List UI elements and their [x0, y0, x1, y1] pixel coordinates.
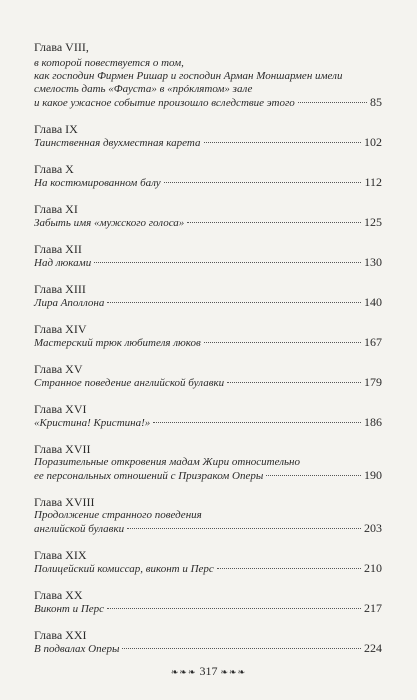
chapter-title: Полицейский комиссар, виконт и Перс: [34, 563, 214, 575]
dot-leader: [127, 528, 361, 529]
chapter-heading: Глава XIX: [34, 548, 87, 562]
chapter-page-number: 179: [364, 375, 382, 389]
ornament-right-icon: ❧❧❧: [220, 667, 247, 677]
chapter-heading: Глава IX: [34, 122, 78, 136]
dot-leader: [204, 142, 362, 143]
chapter-page-number: 167: [364, 335, 382, 349]
chapter-heading: Глава XIV: [34, 322, 87, 336]
chapter-heading: Глава XVI: [34, 402, 87, 416]
chapter-heading: Глава XXI: [34, 628, 87, 642]
chapter-page-number: 203: [364, 521, 382, 535]
toc-chapter: [34, 402, 382, 430]
toc-chapter: [34, 628, 382, 656]
toc-entry: [34, 176, 382, 190]
chapter-page-number: 112: [364, 175, 382, 189]
toc-entry: [34, 522, 382, 536]
toc-entry: [34, 336, 382, 350]
chapter-title: Забыть имя «мужского голоса»: [34, 217, 185, 229]
dot-leader: [298, 102, 367, 103]
dot-leader: [107, 302, 361, 303]
chapter-page-number: 125: [364, 215, 382, 229]
page-number: 317: [199, 664, 218, 678]
chapter-title: Странное поведение английской булавки: [34, 377, 225, 389]
chapter-title-line: в которой повествуется о том,: [34, 57, 184, 69]
chapter-heading: Глава XI: [34, 202, 78, 216]
toc-chapter: [34, 202, 382, 230]
chapter-heading: Глава XV: [34, 362, 83, 376]
chapter-title-line: Продолжение странного поведения: [34, 509, 202, 521]
chapter-title-line: Поразительные откровения мадам Жири относительно: [34, 456, 300, 468]
toc-chapter: [34, 162, 382, 190]
dot-leader: [266, 475, 361, 476]
chapter-heading: Глава XII: [34, 242, 82, 256]
chapter-title: Мастерский трюк любителя люков: [34, 337, 201, 349]
toc-chapter: [34, 122, 382, 150]
toc-entry: [34, 216, 382, 230]
chapter-page-number: 102: [364, 135, 382, 149]
chapter-title: Виконт и Перс: [34, 603, 105, 615]
toc-chapter: [34, 40, 382, 110]
chapter-page-number: 217: [364, 601, 382, 615]
chapter-page-number: 140: [364, 295, 382, 309]
chapter-title: «Кристина! Кристина!»: [34, 417, 151, 429]
chapter-title-line: смелость дать «Фауста» в «прóклятом» зале: [34, 83, 253, 95]
chapter-heading: Глава XX: [34, 588, 83, 602]
chapter-title: На костюмированном балу: [34, 177, 161, 189]
chapter-title: и какое ужасное событие произошло вследствие этого: [34, 97, 295, 109]
toc-entry: [34, 376, 382, 390]
toc-chapter: [34, 495, 382, 536]
dot-leader: [217, 568, 361, 569]
toc-chapter: [34, 282, 382, 310]
toc-entry: [34, 136, 382, 150]
toc-chapter: [34, 242, 382, 270]
chapter-heading: Глава VIII,: [34, 40, 89, 54]
toc-entry: [34, 642, 382, 656]
chapter-heading: Глава XIII: [34, 282, 86, 296]
chapter-heading: Глава XVII: [34, 442, 91, 456]
toc-entry: [34, 602, 382, 616]
chapter-heading: Глава XVIII: [34, 495, 95, 509]
chapter-page-number: 210: [364, 561, 382, 575]
toc-chapter: [34, 588, 382, 616]
toc-chapter: [34, 322, 382, 350]
toc-entry: [34, 469, 382, 483]
toc-chapter: [34, 548, 382, 576]
dot-leader: [164, 182, 362, 183]
toc-entry: [34, 256, 382, 270]
chapter-title: Таинственная двухместная карета: [34, 137, 201, 149]
chapter-title: В подвалах Оперы: [34, 643, 120, 655]
toc-chapter: [34, 442, 382, 483]
dot-leader: [204, 342, 361, 343]
page-footer: [0, 664, 417, 679]
dot-leader: [153, 422, 361, 423]
chapter-title: Над люками: [34, 257, 92, 269]
dot-leader: [94, 262, 361, 263]
chapter-title: английской булавки: [34, 523, 125, 535]
ornament-left-icon: ❧❧❧: [170, 667, 197, 677]
chapter-page-number: 190: [364, 468, 382, 482]
toc-entry: [34, 416, 382, 430]
dot-leader: [107, 608, 361, 609]
toc-entry: [34, 562, 382, 576]
dot-leader: [227, 382, 361, 383]
chapter-page-number: 224: [364, 641, 382, 655]
chapter-title: Лира Аполлона: [34, 297, 105, 309]
toc-entry: [34, 96, 382, 110]
toc-chapter: [34, 362, 382, 390]
dot-leader: [122, 648, 361, 649]
dot-leader: [187, 222, 361, 223]
chapter-page-number: 186: [364, 415, 382, 429]
chapter-page-number: 130: [364, 255, 382, 269]
chapter-heading: Глава X: [34, 162, 74, 176]
toc-entry: [34, 296, 382, 310]
chapter-title-line: как господин Фирмен Ришар и господин Арман Моншармен имели: [34, 70, 343, 82]
table-of-contents: [34, 40, 382, 668]
chapter-page-number: 85: [370, 95, 382, 109]
chapter-title: ее персональных отношений с Призраком Оперы: [34, 470, 264, 482]
